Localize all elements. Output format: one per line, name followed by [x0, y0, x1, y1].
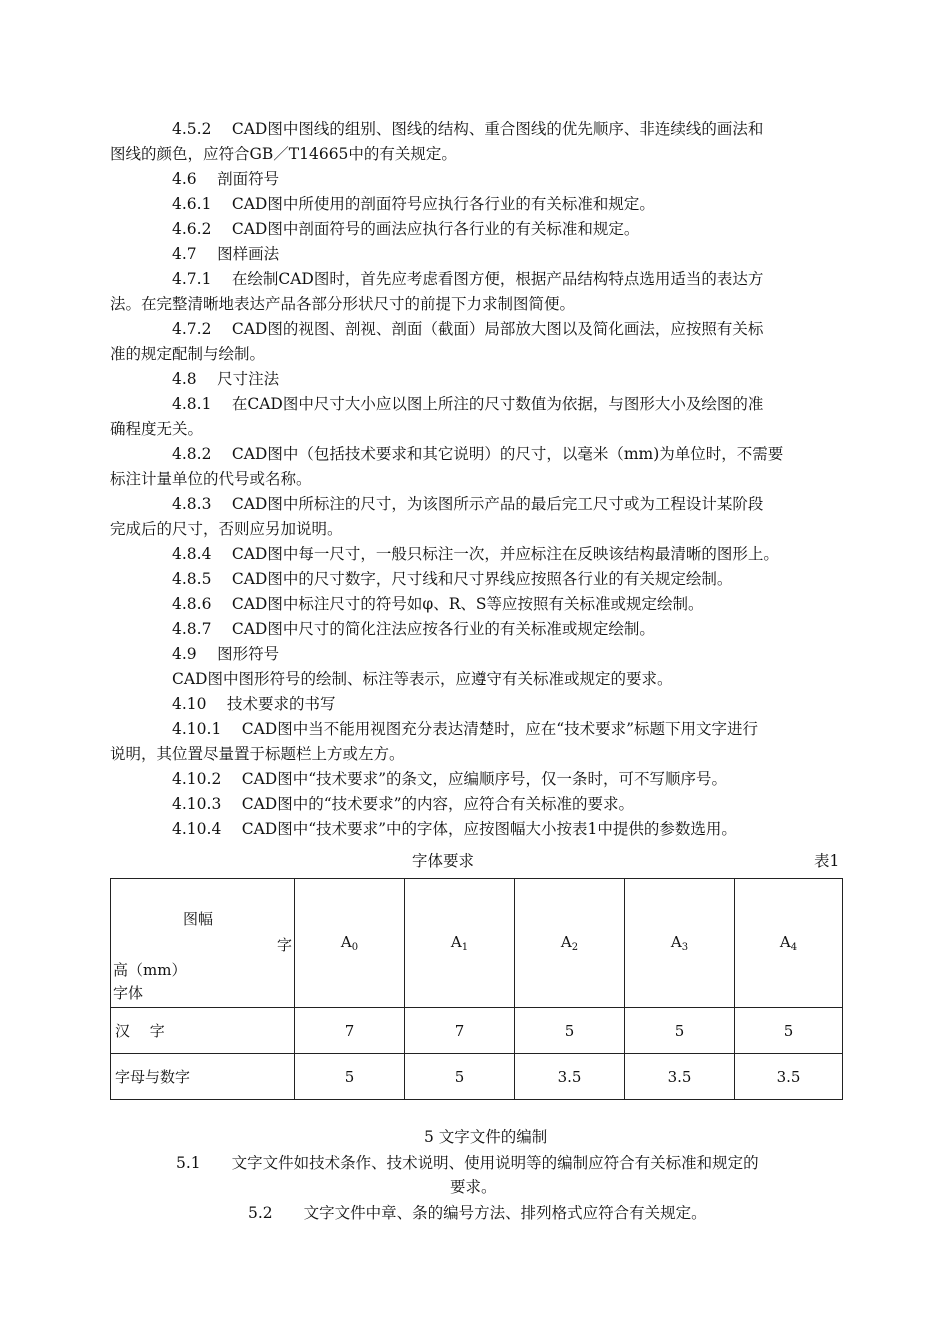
text-line: 准的规定配制与绘制。	[110, 345, 266, 363]
table-cell: 5	[625, 1008, 735, 1054]
text-line: 说明，其位置尽量置于标题栏上方或左方。	[110, 745, 405, 763]
table-row	[111, 1054, 843, 1100]
text-line: CAD图中图形符号的绘制、标注等表示，应遵守有关标准或规定的要求。	[172, 670, 673, 688]
table-number: 表1	[814, 852, 840, 870]
text-line: 4.7 图样画法	[172, 245, 280, 263]
header-label-height: 高（mm）	[113, 961, 187, 979]
text-line: 4.10.3 CAD图中的“技术要求”的内容，应符合有关标准的要求。	[172, 795, 635, 813]
header-label-frame: 图幅	[183, 910, 214, 928]
row-label: 字母与数字	[111, 1054, 295, 1100]
text-line: 4.8.2 CAD图中（包括技术要求和其它说明）的尺寸，以毫米（mm)为单位时，不需要	[172, 445, 784, 463]
text-line: 4.5.2 CAD图中图线的组别、图线的结构、重合图线的优先顺序、非连续线的画法和	[172, 120, 764, 138]
table-cell: 5	[515, 1008, 625, 1054]
table-cell: 7	[295, 1008, 405, 1054]
table-cell: 5	[735, 1008, 843, 1054]
column-header-a1: $A_1$	[405, 879, 515, 1008]
column-header-a0: $A_0$	[295, 879, 405, 1008]
text-line: 4.6 剖面符号	[172, 170, 280, 188]
text-line: 4.7.1 在绘制CAD图时，首先应考虑看图方便，根据产品结构特点选用适当的表达方	[172, 270, 764, 288]
header-label-font: 字体	[113, 984, 144, 1002]
text-line: 4.10.1 CAD图中当不能用视图充分表达清楚时，应在“技术要求”标题下用文字进行	[172, 720, 759, 738]
text-line: 4.8.6 CAD图中标注尺寸的符号如φ、R、S等应按照有关标准或规定绘制。	[172, 595, 704, 613]
text-line: 4.6.1 CAD图中所使用的剖面符号应执行各行业的有关标准和规定。	[172, 195, 655, 213]
column-header-a4: $A_4$	[735, 879, 843, 1008]
paragraph-5-1-cont: 要求。	[450, 1178, 497, 1196]
text-line: 4.8.1 在CAD图中尺寸大小应以图上所注的尺寸数值为依据，与图形大小及绘图的准	[172, 395, 764, 413]
text-line: 图线的颜色，应符合GB／T14665中的有关规定。	[110, 145, 457, 163]
column-header-a2: $A_2$	[515, 879, 625, 1008]
text-line: 完成后的尺寸，否则应另加说明。	[110, 520, 343, 538]
section-heading: 5 文字文件的编制	[424, 1128, 548, 1146]
table-cell: 3.5	[515, 1054, 625, 1100]
text-line: 标注计量单位的代号或名称。	[110, 470, 312, 488]
text-line: 4.9 图形符号	[172, 645, 280, 663]
text-line: 4.8.4 CAD图中每一尺寸，一般只标注一次，并应标注在反映该结构最清晰的图形上。	[172, 545, 779, 563]
table-cell: 5	[295, 1054, 405, 1100]
table-row	[111, 1008, 843, 1054]
text-line: 4.6.2 CAD图中剖面符号的画法应执行各行业的有关标准和规定。	[172, 220, 640, 238]
text-line: 确程度无关。	[110, 420, 204, 438]
paragraph-5-2: 5.2 文字文件中章、条的编号方法、排列格式应符合有关规定。	[248, 1204, 707, 1222]
paragraph-5-1: 5.1 文字文件如技术条作、技术说明、使用说明等的编制应符合有关标准和规定的	[176, 1154, 759, 1172]
text-line: 4.10.4 CAD图中“技术要求”中的字体，应按图幅大小按表1中提供的参数选用。	[172, 820, 737, 838]
column-header-a3: $A_3$	[625, 879, 735, 1008]
font-size-table	[110, 878, 843, 1100]
table-cell: 3.5	[735, 1054, 843, 1100]
text-line: 4.10.2 CAD图中“技术要求”的条文，应编顺序号，仅一条时，可不写顺序号。	[172, 770, 728, 788]
text-line: 4.10 技术要求的书写	[172, 695, 336, 713]
row-label: 汉 字	[111, 1008, 295, 1054]
text-line: 法。在完整清晰地表达产品各部分形状尺寸的前提下力求制图简便。	[110, 295, 576, 313]
text-line: 4.7.2 CAD图的视图、剖视、剖面（截面）局部放大图以及简化画法，应按照有关标	[172, 320, 764, 338]
text-line: 4.8.3 CAD图中所标注的尺寸，为该图所示产品的最后完工尺寸或为工程设计某阶段	[172, 495, 764, 513]
text-line: 4.8.5 CAD图中的尺寸数字，尺寸线和尺寸界线应按照各行业的有关规定绘制。	[172, 570, 733, 588]
table-diagonal-header	[111, 879, 295, 1008]
text-line: 4.8.7 CAD图中尺寸的简化注法应按各行业的有关标准或规定绘制。	[172, 620, 655, 638]
header-label-char: 字	[276, 936, 292, 954]
table-cell: 3.5	[625, 1054, 735, 1100]
table-cell: 5	[405, 1054, 515, 1100]
text-line: 4.8 尺寸注法	[172, 370, 280, 388]
table-caption: 字体要求	[412, 852, 475, 870]
table-cell: 7	[405, 1008, 515, 1054]
